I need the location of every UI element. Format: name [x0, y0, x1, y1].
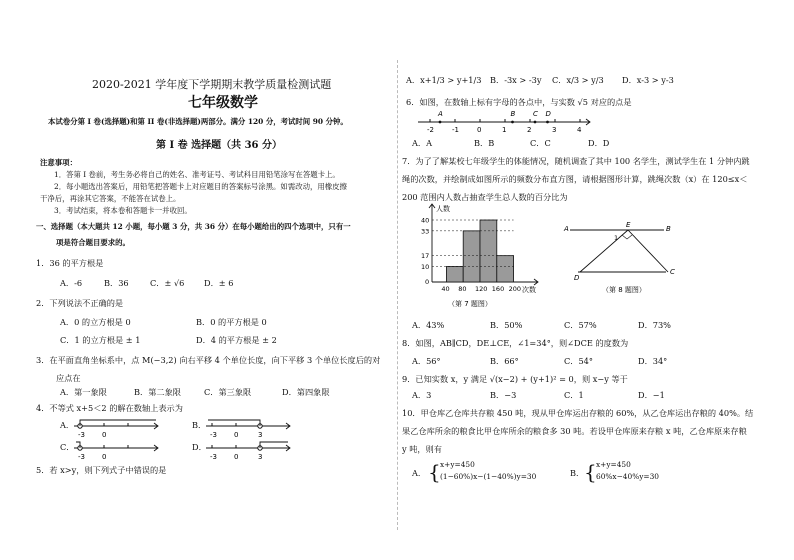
option-b: B．	[192, 420, 207, 430]
tick-label: -3	[78, 453, 85, 460]
histogram-bar	[446, 267, 463, 283]
x-tick-label: 80	[458, 285, 467, 293]
note-item: 1．答第 I 卷前，考生务必将自己的姓名、准考证号、考试科目用铅笔涂写在答题卡上。	[54, 170, 340, 179]
option-c: C．C	[530, 138, 551, 148]
column-divider	[397, 60, 398, 530]
option-d: D．34°	[638, 356, 668, 366]
option-d: D．	[192, 442, 207, 452]
point-label: A	[438, 110, 443, 118]
tick-label: 0	[234, 431, 239, 438]
question-3-stem: 3．在平面直角坐标系中，点 M(−3,2) 向右平移 4 个单位长度，向下平移 3 个单位长度后的对	[36, 355, 381, 365]
tick-label: 3	[552, 126, 557, 134]
tick-label: 4	[577, 126, 582, 134]
segment-de	[580, 230, 628, 272]
origin-label: 0	[425, 278, 430, 286]
point-d	[546, 121, 549, 124]
question-7-stem: 7．为了了解某校七年级学生的体能情况，随机调查了其中 100 名学生，测试学生在 1 分钟内跳	[402, 156, 750, 166]
number-line-b	[204, 414, 294, 438]
option-d: D．± 6	[204, 278, 234, 288]
segment-ec	[628, 230, 668, 272]
option-c: C．x/3 > y/3	[552, 75, 604, 85]
question-4-stem: 4．不等式 x+5＜2 的解在数轴上表示为	[36, 403, 183, 413]
point-b	[511, 121, 514, 124]
equation-line: x+y=450	[440, 460, 475, 469]
point-label-c: C	[670, 268, 675, 276]
option-a: A．0 的立方根是 0	[60, 317, 131, 327]
point-label: B	[510, 110, 516, 118]
option-a: A．-6	[60, 278, 83, 288]
question-6-stem: 6．如图，在数轴上标有字母的各点中，与实数 √5 对应的点是	[406, 97, 632, 107]
x-axis-label: 次数	[522, 286, 536, 294]
tick-label: 3	[258, 453, 263, 460]
option-c: C．57%	[564, 320, 597, 330]
brace-icon: {	[428, 460, 441, 484]
option-c: C．	[60, 442, 75, 452]
option-c: C．第三象限	[204, 387, 252, 397]
tick-label: -3	[210, 431, 217, 438]
option-d: D．73%	[638, 320, 671, 330]
option-d: D．x-3 > y-3	[622, 75, 674, 85]
point-label-a: A	[564, 225, 569, 233]
tick-label: -2	[427, 126, 434, 134]
question-3-stem: 应点在	[56, 373, 81, 383]
tick-label: 0	[102, 453, 107, 460]
option-b: B．−3	[490, 390, 517, 400]
option-d: D．−1	[638, 390, 665, 400]
point-label-b: B	[666, 225, 671, 233]
tick-label: 1	[502, 126, 507, 134]
tick-label: 2	[527, 126, 532, 134]
option-b: B．0 的平方根是 0	[196, 317, 267, 327]
question-8-stem: 8．如图，AB∥CD，DE⊥CE，∠1=34°，则∠DCE 的度数为	[402, 338, 629, 348]
tick-label: -1	[452, 126, 459, 134]
number-line-d	[204, 436, 294, 460]
figure-caption: （第 8 题图）	[602, 286, 646, 294]
angle-label: 1	[614, 234, 619, 242]
option-b: B．-3x > -3y	[490, 75, 542, 85]
x-tick-label: 120	[475, 285, 488, 293]
option-b: B．B	[474, 138, 495, 148]
question-10-stem: 果乙仓库所余的粮食比甲仓库所余的粮食多 30 吨。若设甲仓库原来存粮 x 吨，乙仓库原来存粮	[402, 426, 747, 436]
question-1-stem: 1．36 的平方根是	[36, 258, 104, 268]
equation-line: (1−60%)x−(1−40%)y=30	[440, 472, 537, 481]
histogram-figure	[410, 200, 560, 310]
question-2-stem: 2．下列说法不正确的是	[36, 298, 124, 308]
histogram-bar	[497, 256, 514, 282]
histogram-bar	[463, 231, 480, 282]
x-tick-label: 200	[508, 285, 522, 293]
y-axis-label: 人数	[436, 205, 450, 213]
point-label-d: D	[574, 274, 580, 282]
number-line-c	[72, 436, 162, 460]
y-tick-label: 33	[421, 227, 430, 236]
geometry-figure-8	[562, 220, 702, 310]
point-label: D	[545, 110, 551, 118]
exam-title: 2020-2021 学年度下学期期末教学质量检测试题	[92, 78, 332, 91]
tick-label: -3	[210, 453, 217, 460]
option-b: B．	[570, 468, 585, 478]
number-line-q6	[416, 108, 596, 134]
equation-line: x+y=450	[596, 460, 631, 469]
option-c: C．54°	[564, 356, 593, 366]
brace-icon: {	[584, 460, 597, 484]
section-title: 第 I 卷 选择题（共 36 分）	[156, 140, 283, 151]
instruction-line: 项是符合题目要求的。	[56, 238, 130, 247]
question-7-stem: 200 范围内人数占抽查学生总人数的百分比为	[402, 192, 568, 202]
note-item: 2．每小题选出答案后，用铅笔把答题卡上对应题目的答案标号涂黑。如需改动，用橡皮擦	[54, 182, 347, 191]
option-b: B．第二象限	[134, 387, 181, 397]
option-d: D．4 的平方根是 ± 2	[196, 335, 277, 345]
tick-label: -3	[78, 431, 85, 438]
x-tick-label: 160	[491, 285, 505, 293]
question-7-stem: 绳的次数，并绘制成如图所示的频数分布直方图，请根据图形计算，跳绳次数（x）在 120≤x＜	[402, 174, 748, 184]
notes-title: 注意事项：	[40, 158, 77, 167]
histogram-bar	[480, 220, 497, 282]
x-tick-label: 40	[441, 285, 450, 293]
y-tick-label: 10	[421, 263, 430, 271]
option-b: B．36	[104, 278, 129, 288]
option-c: C．1 的立方根是 ± 1	[60, 335, 141, 345]
point-c	[534, 121, 537, 124]
question-5-stem: 5．若 x>y，则下列式子中错误的是	[36, 465, 167, 475]
note-item: 干净后，再涂其它答案，不能答在试卷上。	[40, 194, 181, 203]
exam-note: 本试卷分第 I 卷(选择题)和第 II 卷(非选择题)两部分。满分 120 分，考试时间 90 分钟。	[48, 117, 348, 126]
option-c: C．1	[564, 390, 584, 400]
option-b: B．66°	[490, 356, 519, 366]
option-d: D．D	[588, 138, 610, 148]
subject-title: 七年级数学	[188, 95, 258, 111]
question-10-stem: y 吨，则有	[402, 444, 442, 454]
option-a: A．56°	[412, 356, 441, 366]
y-tick-label: 17	[421, 252, 430, 261]
question-10-stem: 10．甲仓库乙仓库共存粮 450 吨，现从甲仓库运出存粮的 60%，从乙仓库运出存粮的 40%。结	[402, 408, 754, 418]
tick-label: 0	[234, 453, 239, 460]
equation-line: 60%x−40%y=30	[596, 472, 659, 481]
instruction-line: 一、选择题（本大题共 12 小题，每小题 3 分，共 36 分）在每小题给出的四个选项中，只有一	[36, 222, 351, 231]
point-label-e: E	[626, 221, 631, 229]
option-b: B．50%	[490, 320, 523, 330]
question-9-stem: 9．已知实数 x，y 满足 √(x−2) + (y+1)² = 0，则 x−y 等于	[402, 374, 628, 384]
option-a: A．43%	[412, 320, 445, 330]
point-label: C	[533, 110, 538, 118]
option-c: C．± √6	[150, 278, 185, 288]
option-a: A．x+1/3 > y+1/3	[406, 75, 482, 85]
y-tick-label: 40	[421, 216, 430, 225]
option-a: A．3	[412, 390, 432, 400]
figure-caption: （第 7 题图）	[448, 300, 492, 308]
number-line-a	[72, 414, 162, 438]
tick-label: 3	[258, 431, 263, 438]
point-a	[439, 121, 442, 124]
option-a: A．	[60, 420, 75, 430]
option-d: D．第四象限	[282, 387, 330, 397]
tick-label: 0	[102, 431, 107, 438]
note-item: 3．考试结束，将本卷和答题卡一并收回。	[54, 206, 192, 215]
option-a: A．	[412, 468, 427, 478]
option-a: A．第一象限	[60, 387, 107, 397]
option-a: A．A	[412, 138, 433, 148]
tick-label: 0	[477, 126, 482, 134]
